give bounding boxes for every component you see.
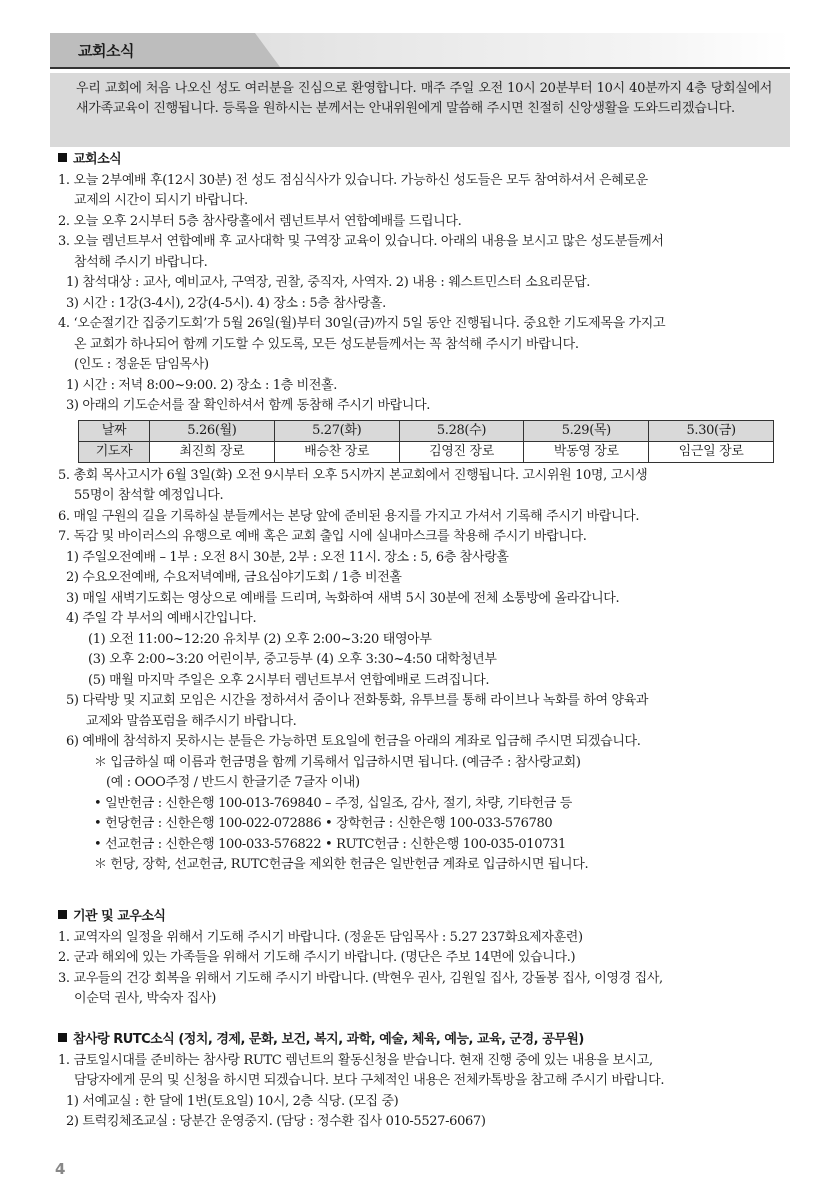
news-line: 1) 시간 : 저녁 8:00~9:00. 2) 장소 : 1층 비전홀. <box>66 377 338 393</box>
news-line: ＊ 입금하실 때 이름과 헌금명을 함께 기록해서 입금하시면 됩니다. (예금주 : 참사랑교회) <box>94 754 581 770</box>
table-cell: 박동영 장로 <box>524 441 649 462</box>
square-bullet-icon <box>58 153 67 162</box>
news-line: 교제와 말씀포럼을 해주시기 바랍니다. <box>86 713 297 729</box>
news-line: 7. 독감 및 바이러스의 유행으로 예배 혹은 교회 출입 시에 실내마스크를 착용해 주시기 바랍니다. <box>58 529 587 544</box>
table-header-cell: 5.30(금) <box>649 420 774 441</box>
table-header-cell: 날짜 <box>79 420 150 441</box>
news-line: 1) 참석대상 : 교사, 예비교사, 구역장, 권찰, 중직자, 사역자. 2) 내용 : 웨스트민스터 소요리문답. <box>66 275 591 290</box>
header-divider <box>50 67 790 69</box>
news-line: 참석해 주시기 바랍니다. <box>74 254 208 270</box>
news-line: 55명이 참석할 예정입니다. <box>74 488 224 503</box>
page-title: 교회소식 <box>78 42 134 60</box>
news-line: (3) 오후 2:00~3:20 어린이부, 중고등부 (4) 오후 3:30~4:50 대학청년부 <box>88 652 497 667</box>
table-row <box>79 420 774 441</box>
rutc-title: 참사랑 RUTC소식 (정치, 경제, 문화, 보건, 복지, 과학, 예술, 체육, 예능, 교육, 군경, 공무원) <box>73 1032 584 1047</box>
news-line: 교제의 시간이 되시기 바랍니다. <box>74 193 248 208</box>
news-line: 5) 다락방 및 지교회 모임은 시간을 정하셔서 줌이나 전화통화, 유투브를 통해 라이브나 녹화를 하여 양육과 <box>66 693 649 708</box>
news-title: 교회소식 <box>73 152 122 167</box>
news-line: 1) 주일오전예배 – 1부 : 오전 8시 30분, 2부 : 오전 11시. 장소 : 5, 6층 참사랑홀 <box>66 549 509 565</box>
news-line: (인도 : 정윤돈 담임목사) <box>74 357 209 372</box>
news-line: 3) 아래의 기도순서를 잘 확인하셔서 함께 동참해 주시기 바랍니다. <box>66 398 431 413</box>
rutc-line: 2) 트럭킹체조교실 : 당분간 운영중지. (담당 : 정수환 집사 010-5527-6067) <box>66 1114 486 1129</box>
news-line: 4. ‘오순절기간 집중기도회’가 5월 26일(월)부터 30일(금)까지 5일 동안 진행됩니다. 중요한 기도제목을 가지고 <box>58 316 666 331</box>
news-heading <box>58 150 788 171</box>
news-line: 온 교회가 하나되어 함께 기도할 수 있도록, 모든 성도분들께서는 꼭 참석해 주시기 바랍니다. <box>74 336 579 352</box>
news-line: • 일반헌금 : 신한은행 100-013-769840 – 주정, 십일조, 감사, 절기, 차량, 기타헌금 등 <box>94 795 572 811</box>
table-header-cell: 5.26(월) <box>150 420 275 441</box>
orgs-line: 이순덕 권사, 박숙자 집사) <box>74 991 216 1006</box>
rutc-line: 담당자에게 문의 및 신청을 하시면 되겠습니다. 보다 구체적인 내용은 전체카톡방을 참고해 주시기 바랍니다. <box>74 1073 665 1088</box>
orgs-heading <box>58 907 788 928</box>
prayer-schedule-table <box>78 420 774 463</box>
news-line: 2. 오늘 오후 2시부터 5층 참사랑홀에서 렘넌트부서 연합예배를 드립니다. <box>58 213 462 229</box>
news-line: 6. 매일 구원의 길을 기록하실 분들께서는 본당 앞에 준비된 용지를 가지고 가셔서 기록해 주시기 바랍니다. <box>58 508 640 524</box>
orgs-line: 3. 교우들의 건강 회복을 위해서 기도해 주시기 바랍니다. (박현우 권사, 김원일 집사, 강돌봉 집사, 이영경 집사, <box>58 970 663 986</box>
rutc-line: 1) 서예교실 : 한 달에 1번(토요일) 10시, 2층 식당. (모집 중) <box>66 1093 399 1109</box>
orgs-section <box>58 907 788 1010</box>
section-header <box>50 33 790 67</box>
orgs-line: 1. 교역자의 일정을 위해서 기도해 주시기 바랍니다. (정윤돈 담임목사 : 5.27 237화요제자훈련) <box>58 929 583 945</box>
rutc-line: 1. 금토일시대를 준비하는 참사랑 RUTC 렘넌트의 활동신청을 받습니다. 현재 진행 중에 있는 내용을 보시고, <box>58 1052 653 1068</box>
square-bullet-icon <box>58 910 67 919</box>
news-line: • 헌당헌금 : 신한은행 100-022-072886 • 장학헌금 : 신한은행 100-033-576780 <box>94 816 553 831</box>
news-line: 2) 수요오전예배, 수요저녁예배, 금요심야기도회 / 1층 비전홀 <box>66 570 402 585</box>
news-line: 3) 매일 새벽기도회는 영상으로 예배를 드리며, 녹화하여 새벽 5시 30분에 전체 소통방에 올라갑니다. <box>66 590 620 606</box>
news-section <box>58 150 788 876</box>
table-cell: 배승찬 장로 <box>274 441 399 462</box>
rutc-heading <box>58 1030 788 1051</box>
news-line: 1. 오늘 2부예배 후(12시 30분) 전 성도 점심식사가 있습니다. 가능하신 성도들은 모두 참여하셔서 은혜로운 <box>58 172 648 188</box>
table-cell: 임근일 장로 <box>649 441 774 462</box>
square-bullet-icon <box>58 1033 67 1042</box>
news-line: 4) 주일 각 부서의 예배시간입니다. <box>66 611 257 626</box>
orgs-line: 2. 군과 해외에 있는 가족들을 위해서 기도해 주시기 바랍니다. (명단은 주보 14면에 있습니다.) <box>58 950 576 965</box>
news-line: 3) 시간 : 1강(3-4시), 2강(4-5시). 4) 장소 : 5층 참사랑홀. <box>66 295 386 311</box>
news-line: 6) 예배에 참석하지 못하시는 분들은 가능하면 토요일에 헌금을 아래의 계좌로 입금해 주시면 되겠습니다. <box>66 734 641 749</box>
table-row-label: 기도자 <box>79 441 150 462</box>
table-header-cell: 5.29(목) <box>524 420 649 441</box>
news-line: 3. 오늘 렘넌트부서 연합예배 후 교사대학 및 구역장 교육이 있습니다. 아래의 내용을 보시고 많은 성도분들께서 <box>58 234 664 249</box>
welcome-box <box>50 73 790 147</box>
page-number: 4 <box>55 1160 66 1178</box>
table-header-cell: 5.28(수) <box>399 420 524 441</box>
news-line: (예 : OOO주정 / 반드시 한글기준 7글자 이내) <box>106 775 360 790</box>
welcome-text: 우리 교회에 처음 나오신 성도 여러분을 진심으로 환영합니다. 매주 주일 오전 10시 20분부터 10시 40분까지 4층 당회실에서 새가족교육이 진행됩니다. 등록을 원하시는 분께서는 안내위원에게 말씀해 주시면 친절히 신앙생활을 도와드리겠습니다. <box>76 81 772 116</box>
news-line: ＊ 헌당, 장학, 선교헌금, RUTC헌금을 제외한 헌금은 일반헌금 계좌로 입금하시면 됩니다. <box>94 857 589 872</box>
table-row <box>79 441 774 462</box>
rutc-section <box>58 1030 788 1133</box>
news-line: 5. 총회 목사고시가 6월 3일(화) 오전 9시부터 오후 5시까지 본교회에서 진행됩니다. 고시위원 10명, 고시생 <box>58 467 648 483</box>
orgs-title: 기관 및 교우소식 <box>73 909 166 924</box>
news-line: • 선교헌금 : 신한은행 100-033-576822 • RUTC헌금 : 신한은행 100-035-010731 <box>94 836 566 852</box>
table-cell: 김영진 장로 <box>399 441 524 462</box>
table-header-cell: 5.27(화) <box>274 420 399 441</box>
news-line: (5) 매월 마지막 주일은 오후 2시부터 렘넌트부서 연합예배로 드려집니다. <box>88 672 490 688</box>
table-cell: 최진희 장로 <box>150 441 275 462</box>
news-line: (1) 오전 11:00~12:20 유치부 (2) 오후 2:00~3:20 태영아부 <box>88 631 432 647</box>
